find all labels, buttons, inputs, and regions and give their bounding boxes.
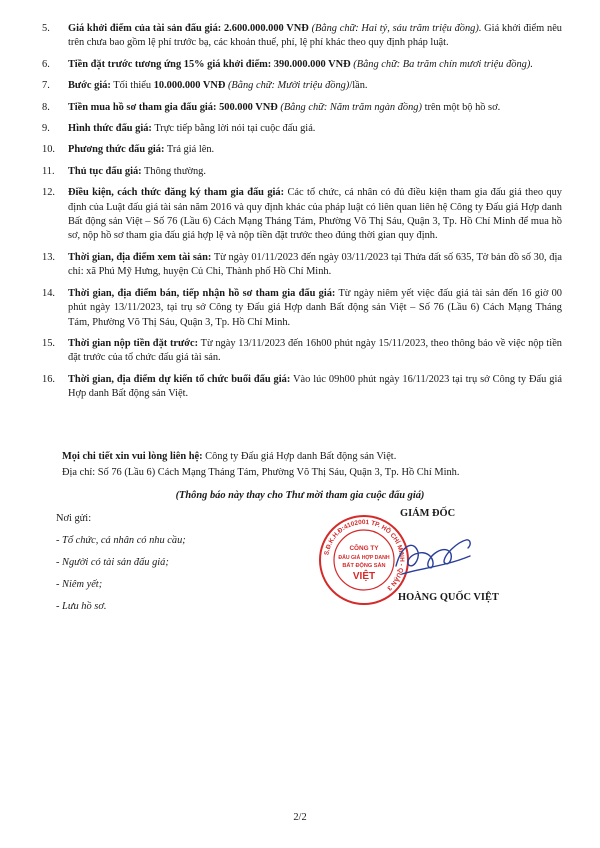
clause-text: Trả giá lên.	[164, 144, 215, 156]
recipient-item: - Niêm yết;	[56, 579, 103, 590]
signature-icon	[392, 526, 476, 584]
page-number: 2/2	[293, 812, 307, 823]
clause-value: 390.000.000 VNĐ	[271, 58, 351, 70]
notice-note: (Thông báo này thay cho Thư mời tham gia cuộc đấu giá)	[175, 490, 425, 501]
clause-label: Tiền mua hồ sơ tham gia đấu giá:	[68, 101, 217, 113]
clause-15: 15. Thời gian nộp tiền đặt trước: Từ ngày 13/11/2023 đến 16h00 phút ngày 15/11/2023, theo thông báo về việc nộp tiền đặt trước của tổ chức đấu giá tài sản.	[42, 337, 562, 364]
recipient-item: - Người có tài sản đấu giá;	[56, 557, 169, 568]
clause-text: Các tổ chức, cá nhân có đủ điều kiện tham gia đấu giá theo quy định của Luật đấu giá tài sản năm 2016 và quy định khác của pháp luật có liên quan liên hệ Công ty Đấu giá Hợp danh Bất động sản Việt – Số 76 (Lầu 6) Cách Mạng Tháng Tám, Phường Võ Thị Sáu, Quận 3, Tp. Hồ Chí Minh để mua hồ sơ, nộp hồ sơ tham gia đấu giá hợp lệ và nộp tiền đặt trước theo đúng thời gian quy định.	[68, 187, 562, 242]
clause-7: 7. Bước giá: Tối thiểu 10.000.000 VNĐ (Bằng chữ: Mười triệu đồng)/lần.	[42, 80, 368, 92]
recipients-heading: Nơi gửi:	[56, 513, 92, 524]
clause-text: Thông thường.	[141, 165, 206, 177]
contact-line: Mọi chi tiết xin vui lòng liên hệ: Công ty Đấu giá Hợp danh Bất động sản Việt.	[62, 451, 397, 462]
clause-label: Phương thức đấu giá:	[68, 144, 165, 156]
stamp-line: CÔNG TY	[349, 545, 379, 552]
recipients-block	[56, 508, 186, 618]
clause-words: (Bằng chữ: Mười triệu đồng)	[225, 80, 350, 92]
clause-text: /lần.	[349, 80, 368, 92]
director-name: HOÀNG QUỐC VIỆT	[398, 592, 499, 603]
clause-6: 6. Tiền đặt trước tương ứng 15% giá khởi điểm: 390.000.000 VNĐ (Bằng chữ: Ba trăm chín mươi triệu đồng).	[42, 58, 533, 70]
clause-label: Thời gian, địa điểm xem tài sản:	[68, 251, 212, 263]
clause-label: Thời gian, địa điểm dự kiến tổ chức buổi đấu giá:	[68, 373, 291, 385]
clause-text: Tối thiểu	[110, 80, 154, 92]
clause-text: Từ ngày 01/11/2023 đến ngày 03/11/2023 tại Thửa đất số 635, Tờ bản đồ số 30, địa chỉ: xã Phú Mỹ Hưng, huyện Củ Chi, Thành phố Hồ Chí Minh.	[68, 251, 562, 278]
clause-value: 10.000.000 VNĐ	[153, 80, 226, 92]
clause-label: Bước giá:	[68, 80, 111, 92]
clause-text: Từ ngày 13/11/2023 đến 16h00 phút ngày 15/11/2023, theo thông báo về việc nộp tiền đặt trước của tổ chức đấu giá tài sản.	[68, 337, 562, 364]
clause-label: Tiền đặt trước tương ứng 15% giá khởi điểm:	[68, 58, 272, 70]
clause-5: 5. Giá khởi điểm của tài sản đấu giá: 2.600.000.000 VNĐ (Bằng chữ: Hai tỷ, sáu trăm triệu đồng). Giá khởi điểm nêu trên chưa bao gồm lệ phí trước bạ, các khoản thuế, phí, lệ phí khác theo quy định pháp luật.	[42, 23, 562, 49]
clause-text: Giá khởi điểm nêu trên chưa bao gồm lệ phí trước bạ, các khoản thuế, phí, lệ phí khác theo quy định pháp luật.	[68, 23, 562, 49]
clause-words: (Bằng chữ: Năm trăm ngàn đồng)	[277, 101, 422, 113]
clause-11: 11. Thủ tục đấu giá: Thông thường.	[42, 165, 206, 177]
clause-label: Thời gian, địa điểm bán, tiếp nhận hồ sơ tham gia đấu giá:	[68, 287, 336, 299]
clause-value: 500.000 VNĐ	[216, 101, 278, 113]
clause-label: Thủ tục đấu giá:	[68, 165, 142, 177]
clause-8: 8. Tiền mua hồ sơ tham gia đấu giá: 500.000 VNĐ (Bằng chữ: Năm trăm ngàn đồng) trên một bộ hồ sơ.	[42, 101, 501, 113]
director-title: GIÁM ĐỐC	[400, 508, 456, 519]
recipient-item: - Lưu hồ sơ.	[56, 601, 107, 612]
clause-label: Thời gian nộp tiền đặt trước:	[68, 337, 199, 349]
numbered-clauses	[42, 22, 562, 409]
stamp-line: BẤT ĐỘNG SẢN	[342, 563, 386, 569]
clause-value: 2.600.000.000 VNĐ	[221, 23, 309, 34]
clause-12: 12. Điều kiện, cách thức đăng ký tham gia đấu giá: Các tổ chức, cá nhân có đủ điều kiện tham gia đấu giá theo quy định của Luật đấu giá tài sản năm 2016 và quy định khác của pháp luật có liên quan liên hệ Công ty Đấu giá Hợp danh Bất động sản Việt – Số 76 (Lầu 6) Cách Mạng Tháng Tám, Phường Võ Thị Sáu, Quận 3, Tp. Hồ Chí Minh để mua hồ sơ, nộp hồ sơ tham gia đấu giá hợp lệ và nộp tiền đặt trước theo đúng thời gian quy định.	[42, 187, 562, 242]
clause-text: trên một bộ hồ sơ.	[421, 101, 501, 113]
clause-text: Vào lúc 09h00 phút ngày 16/11/2023 tại trụ sở Công ty Đấu giá Hợp danh Bất động sản Việt.	[68, 373, 562, 400]
clause-10: 10. Phương thức đấu giá: Trả giá lên.	[42, 144, 215, 156]
clause-label: Hình thức đấu giá:	[68, 123, 152, 135]
contact-address: Địa chỉ: Số 76 (Lầu 6) Cách Mạng Tháng Tám, Phường Võ Thị Sáu, Quận 3, Tp. Hồ Chí Minh.	[62, 467, 460, 478]
clause-words: (Bằng chữ: Hai tỷ, sáu trăm triệu đồng).	[308, 23, 482, 34]
clause-13: 13. Thời gian, địa điểm xem tài sản: Từ ngày 01/11/2023 đến ngày 03/11/2023 tại Thửa đất số 635, Tờ bản đồ số 30, địa chỉ: xã Phú Mỹ Hưng, huyện Củ Chi, Thành phố Hồ Chí Minh.	[42, 251, 562, 278]
clause-words: (Bằng chữ: Ba trăm chín mươi triệu đồng).	[350, 58, 533, 70]
stamp-ring-text: S.Đ.K.H.Đ:4102001 TP. HỒ CHÍ MINH - QUẬN 3	[323, 518, 406, 592]
clause-label: Điều kiện, cách thức đăng ký tham gia đấu giá:	[68, 187, 285, 199]
clause-14: 14. Thời gian, địa điểm bán, tiếp nhận hồ sơ tham gia đấu giá: Từ ngày niêm yết việc đấu giá tài sản đến 16 giờ 00 phút ngày 13/11/2023, tại trụ sở Công ty Đấu giá Hợp danh Bất động sản Việt – Số 76 (Lầu 6) Cách Mạng Tháng Tám, Phường Võ Thị Sáu, Quận 3, Tp. Hồ Chí Minh.	[42, 287, 563, 328]
clause-label: Giá khởi điểm của tài sản đấu giá:	[68, 23, 222, 34]
stamp-line: ĐẤU GIÁ HỢP DANH	[338, 555, 390, 561]
clause-9: 9. Hình thức đấu giá: Trực tiếp bằng lời nói tại cuộc đấu giá.	[42, 123, 316, 135]
clause-16: 16. Thời gian, địa điểm dự kiến tổ chức buổi đấu giá: Vào lúc 09h00 phút ngày 16/11/2023 tại trụ sở Công ty Đấu giá Hợp danh Bất động sản Việt.	[42, 373, 562, 400]
recipient-item: - Tổ chức, cá nhân có nhu cầu;	[56, 535, 186, 546]
clause-text: Trực tiếp bằng lời nói tại cuộc đấu giá.	[151, 123, 316, 135]
clause-text: Từ ngày niêm yết việc đấu giá tài sản đến 16 giờ 00 phút ngày 13/11/2023, tại trụ sở Công ty Đấu giá Hợp danh Bất động sản Việt – Số 76 (Lầu 6) Cách Mạng Tháng Tám, Phường Võ Thị Sáu, Quận 3, Tp. Hồ Chí Minh.	[68, 287, 563, 328]
stamp-line: VIỆT	[352, 571, 376, 582]
contact-block	[62, 449, 562, 481]
